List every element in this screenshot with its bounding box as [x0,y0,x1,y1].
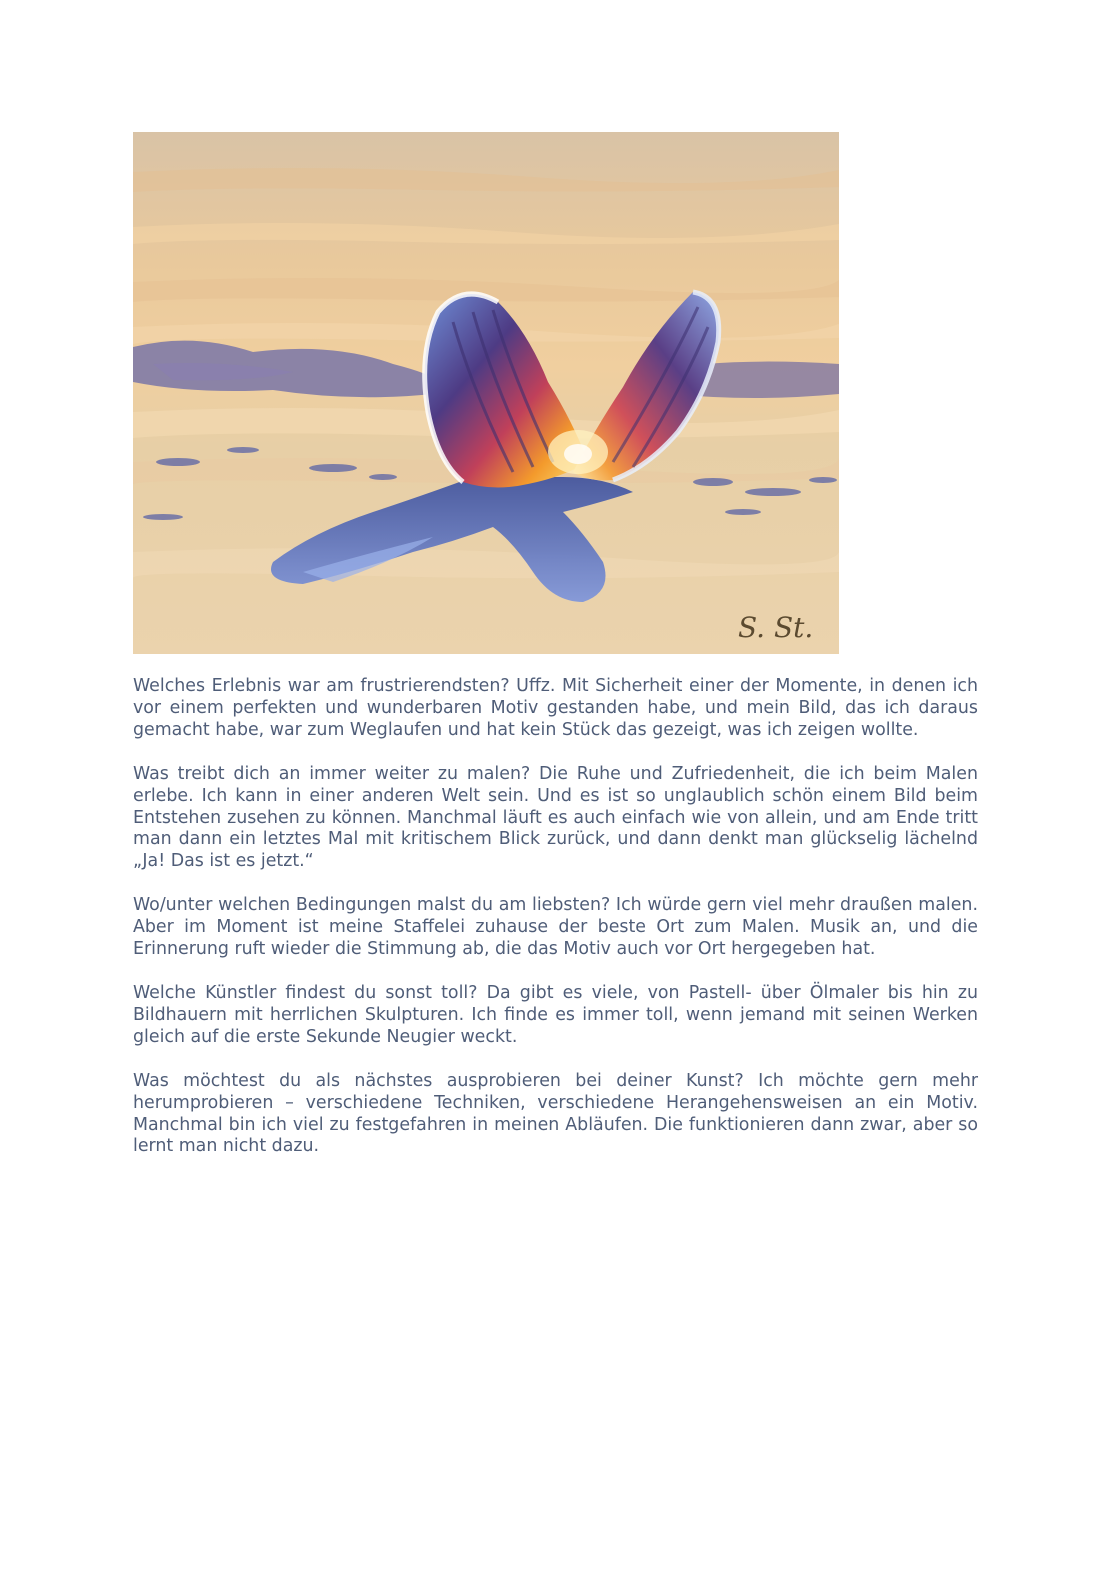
paragraph-favorite-artists: Welche Künstler findest du sonst toll? Da gibt es viele, von Pastell- über Ölmaler bis hin zu Bildhauern mit herrlichen Skulpturen. Ich finde es immer toll, wenn jemand mit seinen Werken gleich auf die erste Sekunde Neugier weckt. [133,982,978,1047]
paragraph-next-experiments: Was möchtest du als nächstes ausprobieren bei deiner Kunst? Ich möchte gern mehr herumprobieren – verschiedene Techniken, verschiedene Herangehensweisen an ein Motiv. Manchmal bin ich viel zu festgefahren in meinen Abläufen. Die funktionieren dann zwar, aber so lernt man nicht dazu. [133,1070,978,1157]
paragraph-frustrating-experience: Welches Erlebnis war am frustrierendsten? Uffz. Mit Sicherheit einer der Momente, in denen ich vor einem perfekten und wunderbaren Motiv gestanden habe, und mein Bild, das ich daraus gemacht habe, war zum Weglaufen und hat kein Stück das gezeigt, was ich zeigen wollte. [133,676,978,740]
shell-painting-illustration [133,132,839,654]
paragraph-motivation: Was treibt dich an immer weiter zu malen? Die Ruhe und Zufriedenheit, die ich beim Malen erlebe. Ich kann in einer anderen Welt sein. Und es ist so unglaublich schön einem Bild beim Entstehen zusehen zu können. Manchmal läuft es auch einfach wie von allein, und am Ende tritt man dann ein letztes Mal mit kritischem Blick zurück, und dann denkt man glückselig lächelnd „Ja! Das ist es jetzt.“ [133,763,978,872]
interview-text [133,676,978,1180]
painting-image [133,132,839,654]
paragraph-favorite-conditions: Wo/unter welchen Bedingungen malst du am liebsten? Ich würde gern viel mehr draußen malen. Aber im Moment ist meine Staffelei zuhause der beste Ort zum Malen. Musik an, und die Erinnerung ruft wieder die Stimmung ab, die das Motiv auch vor Ort hergegeben hat. [133,895,978,960]
painting-signature: S. St. [738,611,814,644]
